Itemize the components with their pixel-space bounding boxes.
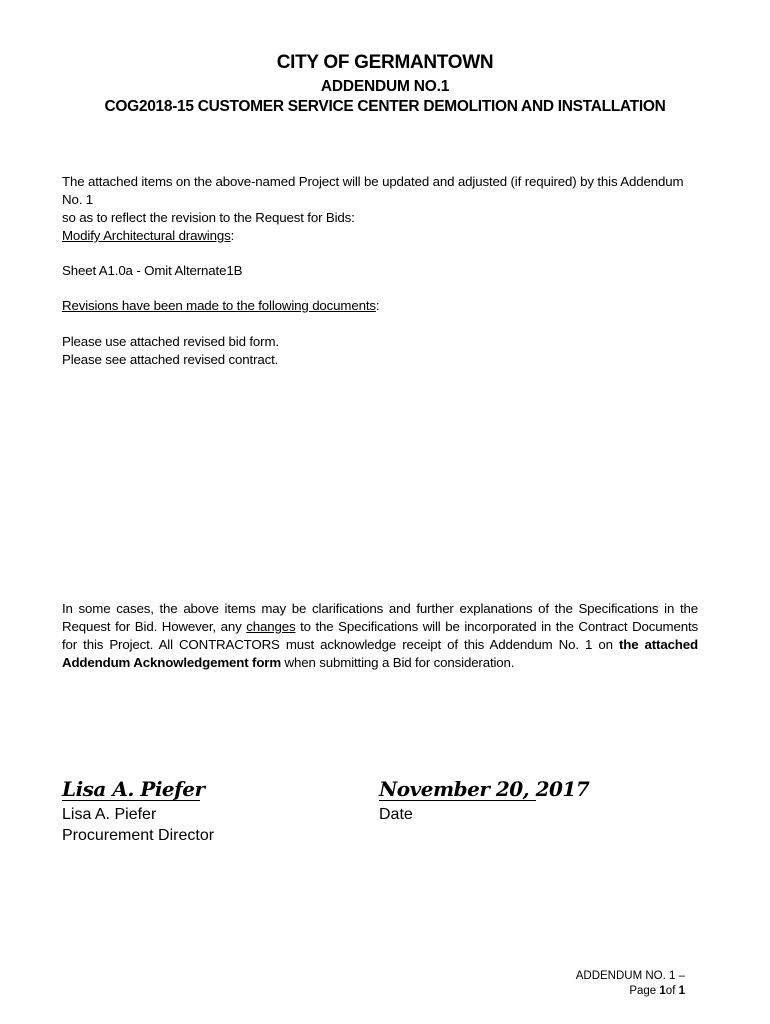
- revisions-heading-line: [62, 297, 698, 315]
- closing-text-1: In some cases, the above items may be clarifications and further explanations of the Specifications in the Request for Bid. However, any: [62, 601, 698, 634]
- document-title: CITY OF GERMANTOWN: [276, 52, 494, 73]
- modify-heading-line: [62, 227, 698, 245]
- closing-changes: changes: [246, 619, 296, 634]
- signature-line-left: [62, 800, 200, 801]
- intro-paragraph: [62, 173, 698, 227]
- modify-heading: Modify Architectural drawings: [62, 228, 231, 243]
- revised-contract-note: Please see attached revised contract.: [62, 352, 279, 367]
- modify-colon: :: [230, 228, 235, 243]
- revisions-list: [62, 333, 698, 369]
- addendum-number: ADDENDUM NO.1: [320, 78, 450, 95]
- revisions-colon: :: [375, 298, 380, 313]
- revised-bid-form-note: Please use attached revised bid form.: [62, 334, 279, 349]
- signed-date-handwritten: November 20, 2017: [379, 777, 590, 801]
- intro-line-2: so as to reflect the revision to the Request for Bids:: [62, 210, 355, 225]
- closing-text-3: when submitting a Bid for consideration.: [281, 655, 515, 670]
- sheet-item: Sheet A1.0a - Omit Alternate1B: [62, 263, 243, 278]
- revisions-heading: Revisions have been made to the following documents: [62, 298, 376, 313]
- signer-title: Procurement Director: [62, 827, 215, 844]
- footer-page-number: [629, 985, 685, 997]
- signature-name-handwritten: Lisa A. Piefer: [62, 777, 205, 801]
- closing-text-2: to the Specifications will be incorporated in the Contract Documents for this Project. All CONTRACTORS must acknowledge receipt of this Addendum No. 1 on: [62, 619, 698, 652]
- page-total: 1: [678, 985, 685, 997]
- project-title: COG2018-15 CUSTOMER SERVICE CENTER DEMOLITION AND INSTALLATION: [104, 98, 666, 115]
- closing-bold: the attached Addendum Acknowledgement form: [62, 637, 699, 670]
- signature-line-right: [379, 800, 536, 801]
- page-current: 1: [659, 985, 666, 997]
- footer-addendum: ADDENDUM NO. 1 –: [575, 970, 685, 982]
- date-label: Date: [379, 806, 413, 823]
- intro-line-1: The attached items on the above-named Project will be updated and adjusted (if required) by this Addendum No. 1: [62, 174, 684, 207]
- page-prefix: Page: [629, 985, 660, 997]
- closing-paragraph: [62, 600, 698, 672]
- signer-name: Lisa A. Piefer: [62, 806, 157, 823]
- page-of: of: [665, 985, 679, 997]
